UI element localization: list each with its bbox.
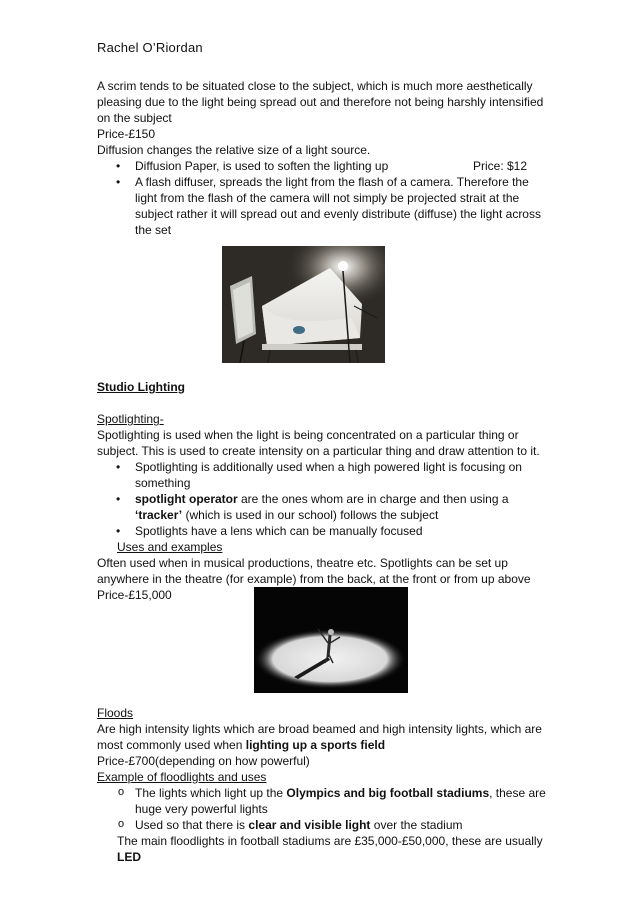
diffusion-paper-price: Price: $12	[473, 159, 528, 173]
floods-paragraph	[97, 721, 552, 753]
floodlights-example-heading: Example of floodlights and uses	[97, 770, 267, 784]
led-term: LED	[117, 850, 141, 864]
olympics-text-b: , these are huge very powerful lights	[135, 786, 546, 816]
list-item	[97, 158, 552, 174]
floodlights-cost-text: The main floodlights in football stadiums are £35,000-£50,000, these are usually	[117, 834, 543, 848]
scrim-paragraph: A scrim tends to be situated close to the subject, which is much more aesthetically pleasing due to the light being spread out and therefore not being harshly intensified on the subject	[97, 79, 544, 125]
studio-lighting-photo	[222, 246, 385, 363]
spotlighting-heading: Spotlighting-	[97, 412, 164, 426]
olympics-text-a: The lights which light up the	[135, 786, 287, 800]
list-item	[97, 491, 552, 523]
spotlighting-paragraph: Spotlighting is used when the light is being concentrated on a particular thing or subject. This is used to create intensity on a particular thing and draw attention to it.	[97, 428, 540, 458]
floodlights-cost-paragraph	[97, 833, 552, 865]
uses-examples-paragraph: Often used when in musical productions, theatre etc. Spotlights can be set up anywhere in the theatre (for example) from the back, at the front or from up above	[97, 556, 531, 586]
floods-sports-field: lighting up a sports field	[245, 738, 386, 752]
spotlight-price: Price-£15,000	[97, 588, 172, 602]
diffusion-list	[97, 158, 552, 238]
flash-diffuser-text: A flash diffuser, spreads the light from the flash of a camera. Therefore the light from the flash of the camera will not simply be projected strait at the subject rather it will spread out and evenly distribute (diffuse) the light across the set	[135, 175, 541, 237]
floodlights-list	[97, 785, 552, 833]
spotlight-lens-text: Spotlights have a lens which can be manually focused	[135, 524, 423, 538]
spotlight-operator-text: are the ones whom are in charge and then using a	[237, 492, 509, 506]
list-item	[97, 817, 552, 833]
list-item	[97, 523, 552, 539]
visible-light-text-a: Used so that there is	[135, 818, 249, 832]
spotlighting-list	[97, 459, 552, 539]
spotlight-focus-text: Spotlighting is additionally used when a high powered light is focusing on something	[135, 460, 522, 490]
diffusion-paper-text: Diffusion Paper, is used to soften the lighting up	[135, 159, 389, 173]
tracker-term: ‘tracker’	[135, 508, 183, 522]
scrim-price: Price-£150	[97, 127, 156, 141]
spotlight-stage-photo	[254, 587, 408, 693]
studio-lighting-heading: Studio Lighting	[97, 380, 185, 394]
uses-examples-heading: Uses and examples	[117, 540, 223, 554]
document-body	[97, 78, 552, 865]
spotlight-operator-term: spotlight operator	[135, 492, 238, 506]
floods-price: Price-£700(depending on how powerful)	[97, 754, 310, 768]
list-item	[97, 459, 552, 491]
list-item	[97, 174, 552, 238]
floods-heading: Floods	[97, 706, 134, 720]
diffusion-intro: Diffusion changes the relative size of a light source.	[97, 143, 371, 157]
visible-light-term: clear and visible light	[248, 818, 371, 832]
olympics-term: Olympics and big football stadiums	[286, 786, 490, 800]
author-name: Rachel O’Riordan	[97, 40, 203, 55]
floods-text: Are high intensity lights which are broad beamed and high intensity lights, which are most commonly used when	[97, 722, 542, 752]
list-item	[97, 785, 552, 817]
visible-light-text-b: over the stadium	[370, 818, 463, 832]
tracker-text: (which is used in our school) follows the subject	[182, 508, 439, 522]
